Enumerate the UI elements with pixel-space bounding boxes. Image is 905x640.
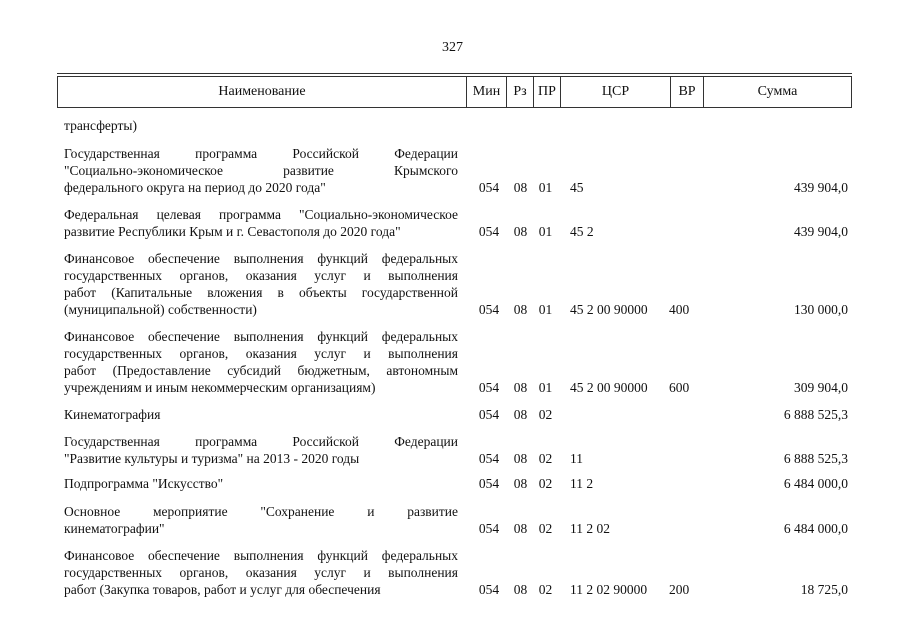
row-pr: 01 xyxy=(538,180,553,195)
row-name xyxy=(57,328,465,396)
row-name xyxy=(57,547,465,598)
table-body xyxy=(57,107,852,598)
row-csr: 45 2 00 90000 xyxy=(570,302,648,317)
row-name-line: государственных органов, оказания услуг и выполнения xyxy=(64,565,458,580)
header-top-rule xyxy=(57,73,852,74)
table-row xyxy=(57,431,852,467)
row-sum: 6 484 000,0 xyxy=(783,521,848,536)
row-name xyxy=(57,145,465,196)
header-vr: ВР xyxy=(670,77,703,107)
header-pr: ПР xyxy=(533,77,560,107)
row-pr: 01 xyxy=(538,380,553,395)
row-min: 054 xyxy=(478,476,500,491)
row-pr: 02 xyxy=(538,582,553,597)
row-rz: 08 xyxy=(513,407,528,422)
row-name-line: Основное мероприятие "Сохранение и развитие xyxy=(64,504,458,519)
table-row xyxy=(57,204,852,240)
row-name-line: "Социально-экономическое развитие Крымского xyxy=(64,163,458,178)
row-name-line: Финансовое обеспечение выполнения функций федеральных xyxy=(64,329,458,344)
table-row xyxy=(57,326,852,396)
row-rz: 08 xyxy=(513,451,528,466)
row-name-line: работ (Закупка товаров, работ и услуг для обеспечения xyxy=(64,582,381,597)
row-name-line: Финансовое обеспечение выполнения функций федеральных xyxy=(64,251,458,266)
row-name xyxy=(57,503,465,537)
row-sum: 439 904,0 xyxy=(794,180,848,195)
row-csr: 11 xyxy=(570,451,583,466)
row-min: 054 xyxy=(478,451,500,466)
header-rz: Рз xyxy=(506,77,533,107)
row-rz: 08 xyxy=(513,180,528,195)
row-min: 054 xyxy=(478,302,500,317)
page-number: 327 xyxy=(442,40,463,55)
row-pr: 02 xyxy=(538,521,553,536)
header-min: Мин xyxy=(466,77,506,107)
table-header xyxy=(57,76,852,108)
row-name xyxy=(57,250,465,318)
row-pr: 02 xyxy=(538,451,553,466)
row-rz: 08 xyxy=(513,224,528,239)
table-row xyxy=(57,545,852,598)
row-name-line: работ (Предоставление субсидий бюджетным, автономным xyxy=(64,363,458,378)
row-rz: 08 xyxy=(513,476,528,491)
row-rz: 08 xyxy=(513,582,528,597)
row-name xyxy=(57,117,465,134)
table-row xyxy=(57,501,852,537)
row-sum: 18 725,0 xyxy=(800,582,848,597)
table-row xyxy=(57,143,852,196)
header-sum: Сумма xyxy=(703,77,851,107)
row-min: 054 xyxy=(478,521,500,536)
row-sum: 439 904,0 xyxy=(794,224,848,239)
row-min: 054 xyxy=(478,407,500,422)
row-min: 054 xyxy=(478,224,500,239)
row-min: 054 xyxy=(478,380,500,395)
row-name-line: Федеральная целевая программа "Социально-экономическое xyxy=(64,207,458,222)
row-rz: 08 xyxy=(513,521,528,536)
row-sum: 6 888 525,3 xyxy=(783,407,848,422)
row-name-line: Кинематография xyxy=(64,407,161,422)
row-name-line: кинематографии" xyxy=(64,521,165,536)
row-sum: 130 000,0 xyxy=(794,302,848,317)
row-pr: 02 xyxy=(538,476,553,491)
table-row xyxy=(57,115,852,134)
row-name-line: работ (Капитальные вложения в объекты государственной xyxy=(64,285,458,300)
row-vr: 600 xyxy=(669,380,690,395)
row-name-line: государственных органов, оказания услуг и выполнения xyxy=(64,346,458,361)
table-row xyxy=(57,473,852,492)
row-csr: 45 2 xyxy=(570,224,594,239)
row-name-line: Государственная программа Российской Федерации xyxy=(64,434,458,449)
row-csr: 11 2 xyxy=(570,476,594,491)
row-name-line: "Развитие культуры и туризма" на 2013 - 2020 годы xyxy=(64,451,360,466)
row-name-line: государственных органов, оказания услуг и выполнения xyxy=(64,268,458,283)
row-name xyxy=(57,406,465,423)
row-sum: 309 904,0 xyxy=(794,380,848,395)
row-csr: 45 xyxy=(570,180,584,195)
row-csr: 11 2 02 xyxy=(570,521,610,536)
row-name xyxy=(57,475,465,492)
row-name-line: Подпрограмма "Искусство" xyxy=(64,476,224,491)
row-name-line: Финансовое обеспечение выполнения функций федеральных xyxy=(64,548,458,563)
row-vr: 400 xyxy=(669,302,690,317)
row-pr: 01 xyxy=(538,302,553,317)
row-min: 054 xyxy=(478,582,500,597)
row-name-line: (муниципальной) собственности) xyxy=(64,302,257,317)
row-rz: 08 xyxy=(513,380,528,395)
header-name: Наименование xyxy=(218,84,306,99)
header-csr: ЦСР xyxy=(560,77,670,107)
row-name-line: Государственная программа Российской Федерации xyxy=(64,146,458,161)
row-csr: 11 2 02 90000 xyxy=(570,582,648,597)
row-min: 054 xyxy=(478,180,500,195)
row-sum: 6 484 000,0 xyxy=(783,476,848,491)
row-rz: 08 xyxy=(513,302,528,317)
row-csr: 45 2 00 90000 xyxy=(570,380,648,395)
row-sum: 6 888 525,3 xyxy=(783,451,848,466)
row-pr: 01 xyxy=(538,224,553,239)
table-row xyxy=(57,404,852,423)
row-name xyxy=(57,206,465,240)
table-row xyxy=(57,248,852,318)
row-name xyxy=(57,433,465,467)
row-vr: 200 xyxy=(669,582,690,597)
row-name-line: трансферты) xyxy=(64,118,137,133)
row-name-line: федерального округа на период до 2020 года" xyxy=(64,180,326,195)
row-name-line: развитие Республики Крым и г. Севастополя до 2020 года" xyxy=(64,224,401,239)
row-pr: 02 xyxy=(538,407,553,422)
row-name-line: учреждениям и иным некоммерческим организациям) xyxy=(64,380,376,395)
